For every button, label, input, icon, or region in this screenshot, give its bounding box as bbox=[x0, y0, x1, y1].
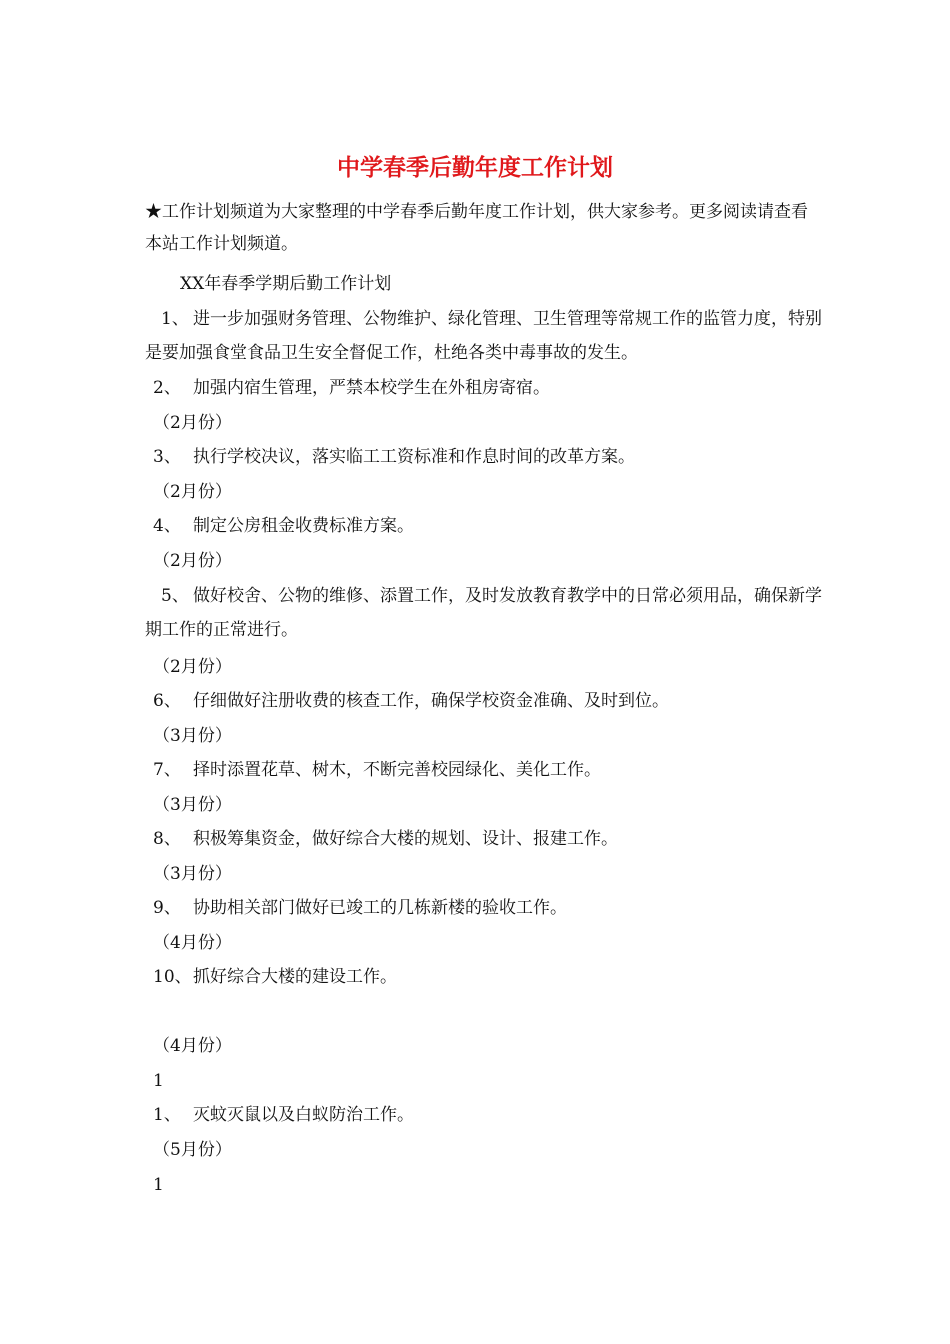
item-month: （3月份） bbox=[153, 864, 232, 884]
item-text: 协助相关部门做好已竣工的几栋新楼的验收工作。 bbox=[193, 898, 567, 918]
item-month: （2月份） bbox=[153, 482, 232, 502]
plan-item-b1 bbox=[153, 1101, 414, 1129]
plan-item-8 bbox=[153, 825, 618, 853]
item-month: （4月份） bbox=[153, 1036, 232, 1056]
page-number-mark: 1 bbox=[153, 1071, 164, 1091]
intro-paragraph: ★工作计划频道为大家整理的中学春季后勤年度工作计划，供大家参考。更多阅读请查看本站工作计划频道。 bbox=[145, 202, 808, 254]
item-month: （2月份） bbox=[153, 657, 232, 677]
plan-item-5 bbox=[145, 579, 825, 647]
item-text: 择时添置花草、树木，不断完善校园绿化、美化工作。 bbox=[193, 760, 601, 780]
item-text: 积极筹集资金，做好综合大楼的规划、设计、报建工作。 bbox=[193, 829, 618, 849]
item-number: 8、 bbox=[153, 829, 181, 849]
plan-item-10 bbox=[153, 963, 397, 991]
item-number: 6、 bbox=[153, 691, 181, 711]
page-number-mark: 1 bbox=[153, 1175, 164, 1195]
item-text: 灭蚊灭鼠以及白蚁防治工作。 bbox=[193, 1105, 414, 1125]
plan-item-1 bbox=[145, 302, 825, 370]
item-number: 3、 bbox=[153, 447, 181, 467]
plan-subtitle: XX年春季学期后勤工作计划 bbox=[180, 274, 392, 294]
item-month: （3月份） bbox=[153, 795, 232, 815]
item-month: （2月份） bbox=[153, 551, 232, 571]
item-text: 抓好综合大楼的建设工作。 bbox=[193, 967, 397, 987]
item-number: 5、 bbox=[161, 586, 189, 606]
plan-item-9 bbox=[153, 894, 567, 922]
item-number: 9、 bbox=[153, 898, 181, 918]
document-title: 中学春季后勤年度工作计划 bbox=[337, 154, 613, 181]
item-month: （4月份） bbox=[153, 933, 232, 953]
item-number: 1、 bbox=[161, 309, 189, 329]
plan-item-2 bbox=[153, 374, 550, 402]
item-text: 执行学校决议，落实临工工资标准和作息时间的改革方案。 bbox=[193, 447, 635, 467]
item-number: 1、 bbox=[153, 1105, 181, 1125]
item-number: 4、 bbox=[153, 516, 181, 536]
item-month: （5月份） bbox=[153, 1140, 232, 1160]
item-text: 做好校舍、公物的维修、添置工作，及时发放教育教学中的日常必须用品，确保新学期工作的正常进行。 bbox=[145, 586, 822, 640]
plan-item-7 bbox=[153, 756, 601, 784]
item-month: （3月份） bbox=[153, 726, 232, 746]
item-text: 加强内宿生管理，严禁本校学生在外租房寄宿。 bbox=[193, 378, 550, 398]
item-number: 7、 bbox=[153, 760, 181, 780]
plan-item-6 bbox=[153, 687, 669, 715]
item-text: 进一步加强财务管理、公物维护、绿化管理、卫生管理等常规工作的监管力度，特别是要加强食堂食品卫生安全督促工作，杜绝各类中毒事故的发生。 bbox=[145, 309, 822, 363]
item-number: 2、 bbox=[153, 378, 181, 398]
item-month: （2月份） bbox=[153, 413, 232, 433]
plan-item-4 bbox=[153, 512, 414, 540]
item-text: 制定公房租金收费标准方案。 bbox=[193, 516, 414, 536]
item-number: 10、 bbox=[153, 967, 192, 987]
plan-item-3 bbox=[153, 443, 635, 471]
item-text: 仔细做好注册收费的核查工作，确保学校资金准确、及时到位。 bbox=[193, 691, 669, 711]
